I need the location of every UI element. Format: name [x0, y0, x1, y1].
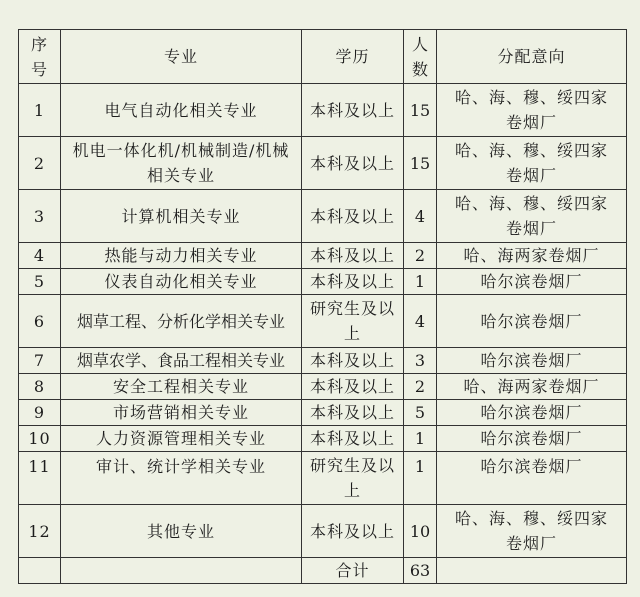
row-major: 计算机相关专业	[61, 190, 302, 243]
header-destination: 分配意向	[437, 30, 627, 84]
total-row	[19, 558, 627, 584]
row-destination: 哈尔滨卷烟厂	[437, 295, 627, 348]
row-education: 本科及以上	[302, 374, 404, 400]
row-education: 本科及以上	[302, 348, 404, 374]
row-index: 9	[19, 400, 61, 426]
row-education: 本科及以上	[302, 190, 404, 243]
row-destination: 哈、海、穆、绥四家卷烟厂	[437, 137, 627, 190]
row-education: 本科及以上	[302, 269, 404, 295]
row-major: 市场营销相关专业	[61, 400, 302, 426]
table-row	[19, 505, 627, 558]
row-index: 11	[19, 452, 61, 505]
row-education: 本科及以上	[302, 84, 404, 137]
row-destination: 哈、海、穆、绥四家卷烟厂	[437, 505, 627, 558]
row-index: 5	[19, 269, 61, 295]
row-count: 1	[404, 269, 437, 295]
row-count: 10	[404, 505, 437, 558]
table-row	[19, 243, 627, 269]
table-row	[19, 374, 627, 400]
row-count: 2	[404, 243, 437, 269]
row-major: 其他专业	[61, 505, 302, 558]
row-destination: 哈、海、穆、绥四家卷烟厂	[437, 190, 627, 243]
row-major: 机电一体化机/机械制造/机械相关专业	[61, 137, 302, 190]
row-major: 电气自动化相关专业	[61, 84, 302, 137]
row-count: 15	[404, 137, 437, 190]
row-education: 研究生及以上	[302, 295, 404, 348]
header-row	[19, 30, 627, 84]
row-destination: 哈尔滨卷烟厂	[437, 452, 627, 505]
row-major: 审计、统计学相关专业	[61, 452, 302, 505]
row-destination: 哈、海、穆、绥四家卷烟厂	[437, 84, 627, 137]
row-count: 4	[404, 190, 437, 243]
row-destination: 哈尔滨卷烟厂	[437, 426, 627, 452]
row-major: 热能与动力相关专业	[61, 243, 302, 269]
header-count: 人数	[404, 30, 437, 84]
table-row	[19, 190, 627, 243]
row-education: 本科及以上	[302, 426, 404, 452]
row-count: 3	[404, 348, 437, 374]
table-row	[19, 137, 627, 190]
table-row	[19, 426, 627, 452]
row-count: 15	[404, 84, 437, 137]
row-count: 2	[404, 374, 437, 400]
row-education: 本科及以上	[302, 137, 404, 190]
total-count: 63	[404, 558, 437, 584]
row-major: 安全工程相关专业	[61, 374, 302, 400]
row-index: 1	[19, 84, 61, 137]
table-row	[19, 269, 627, 295]
header-major: 专业	[61, 30, 302, 84]
total-label: 合计	[302, 558, 404, 584]
header-education: 学历	[302, 30, 404, 84]
header-index: 序号	[19, 30, 61, 84]
row-count: 1	[404, 452, 437, 505]
row-major: 仪表自动化相关专业	[61, 269, 302, 295]
row-index: 6	[19, 295, 61, 348]
row-destination: 哈尔滨卷烟厂	[437, 400, 627, 426]
row-major: 人力资源管理相关专业	[61, 426, 302, 452]
row-index: 10	[19, 426, 61, 452]
row-index: 4	[19, 243, 61, 269]
table-row	[19, 452, 627, 505]
table-row	[19, 295, 627, 348]
row-count: 5	[404, 400, 437, 426]
row-count: 4	[404, 295, 437, 348]
row-education: 本科及以上	[302, 243, 404, 269]
row-index: 3	[19, 190, 61, 243]
row-destination: 哈、海两家卷烟厂	[437, 374, 627, 400]
row-education: 研究生及以上	[302, 452, 404, 505]
recruitment-table	[18, 29, 627, 584]
table-row	[19, 400, 627, 426]
table-row	[19, 84, 627, 137]
row-count: 1	[404, 426, 437, 452]
row-education: 本科及以上	[302, 505, 404, 558]
row-destination: 哈、海两家卷烟厂	[437, 243, 627, 269]
row-destination: 哈尔滨卷烟厂	[437, 269, 627, 295]
row-index: 2	[19, 137, 61, 190]
row-index: 7	[19, 348, 61, 374]
row-education: 本科及以上	[302, 400, 404, 426]
row-destination: 哈尔滨卷烟厂	[437, 348, 627, 374]
row-major: 烟草农学、食品工程相关专业	[61, 348, 302, 374]
row-index: 12	[19, 505, 61, 558]
table-row	[19, 348, 627, 374]
row-major: 烟草工程、分析化学相关专业	[61, 295, 302, 348]
row-index: 8	[19, 374, 61, 400]
